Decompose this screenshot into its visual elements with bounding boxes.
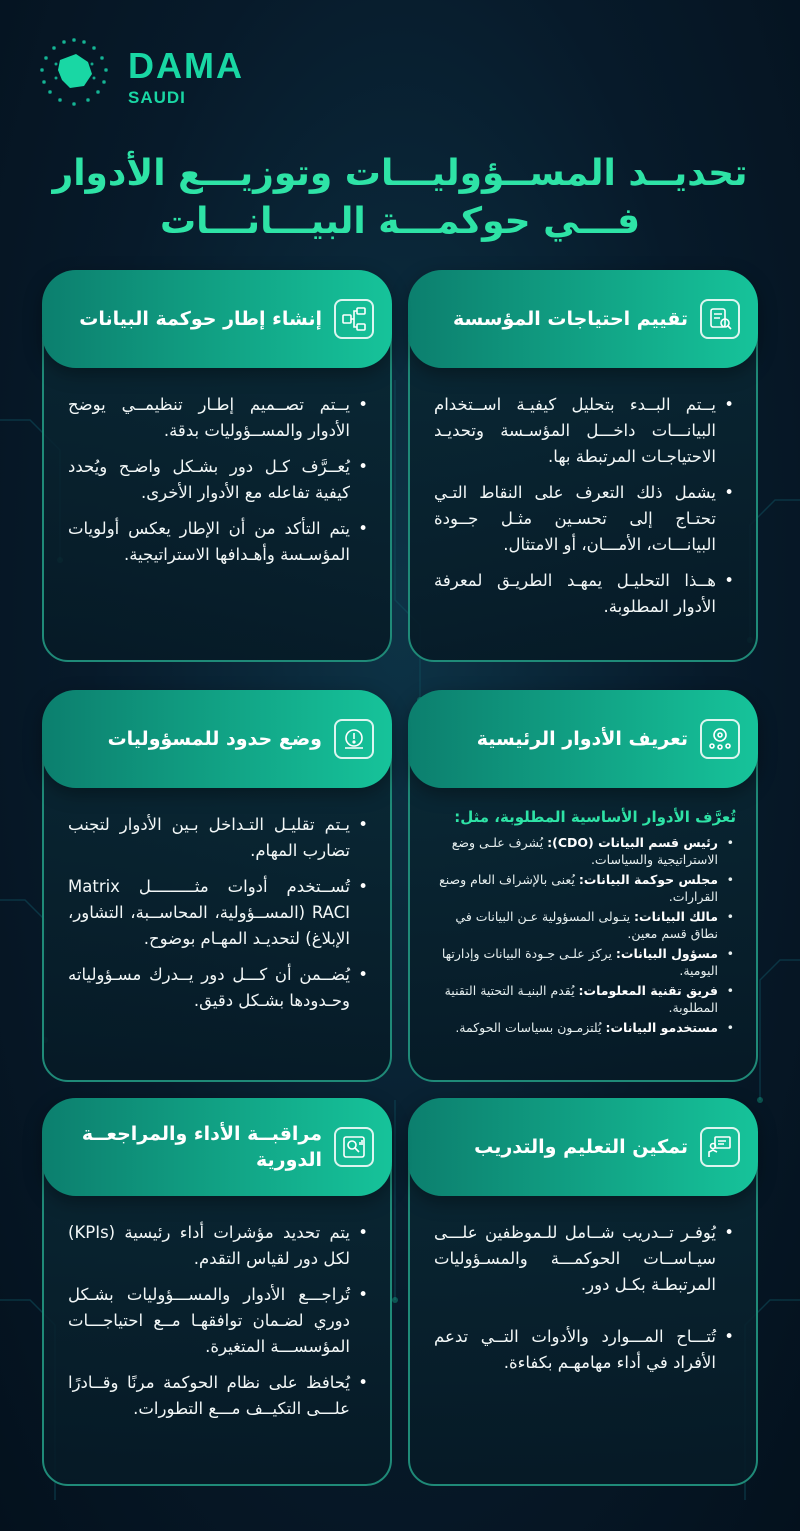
roles-intro: تُعرَّف الأدوار الأساسية المطلوبة، مثل: (454, 808, 736, 826)
role-desc: يركز علـى جـودة البيانات وإدارتها اليومية. (441, 946, 718, 978)
card-governance-framework (42, 270, 392, 662)
card-title: تعريف الأدوار الرئيسية (476, 728, 688, 750)
list-item: • يــتم تصــميم إطـار تنظيمــي يوضح الأدوار والمســؤوليات بدقة. (68, 392, 370, 444)
role-desc: يُشرف علـى وضع الاستراتيجية والسياسات. (451, 835, 718, 867)
role-name: مستخدمو البيانات: (605, 1020, 718, 1035)
card-list (68, 812, 370, 1024)
list-item: • يـتم تقليـل التـداخل بـين الأدوار لتجنب تضارب المهام. (68, 812, 370, 864)
dama-saudi-logo (36, 34, 266, 112)
card-list (68, 1220, 370, 1432)
role-desc: يتـولى المسؤولية عـن البيانات في نطاق قسم معين. (455, 909, 718, 941)
card-title: وضع حدود للمسؤوليات (107, 728, 322, 750)
list-item: • تُتـــاح المـــوارد والأدوات التــي تدعم الأفراد في أداء مهامهـم بكفاءة. (434, 1324, 736, 1376)
list-item: • يشمل ذلك التعرف على النقاط التـي تحتـاج إلى تحسـين مثـل جــودة البيانـــات، الأمـــان، أو الامتثال. (434, 480, 736, 558)
list-item: • يتم التأكد من أن الإطار يعكس أولويات المؤسـسة وأهـدافها الاستراتيجية. (68, 516, 370, 568)
card-key-roles (408, 690, 758, 1082)
list-item: • هــذا التحليـل يمهـد الطريـق لمعرفة الأدوار المطلوبة. (434, 568, 736, 620)
list-item (434, 1019, 736, 1036)
list-item: • يُعــرَّف كـل دور بشـكل واضـح ويُحدد كيفية تفاعله مع الأدوار الأخرى. (68, 454, 370, 506)
list-item: • تُســتخدم أدوات مثـــــــــل Matrix RACI (المســؤولية، المحاســبة، التشاور، الإبلاغ) لتحديـد المهـام بوضوح. (68, 874, 370, 952)
list-item (434, 871, 736, 905)
card-performance-monitoring (42, 1098, 392, 1486)
network-icon (334, 299, 374, 339)
analytics-icon (334, 1127, 374, 1167)
card-training (408, 1098, 758, 1486)
role-desc: يُقدم البنيـة التحتية التقنية المطلوبة. (444, 983, 718, 1015)
survey-icon (700, 299, 740, 339)
title-line-1: تحديــد المســؤوليـــات وتوزيـــع الأدوار (52, 153, 748, 194)
role-desc: يُلتزمـون بسياسات الحوكمة. (455, 1020, 606, 1035)
logo-subtitle: SAUDI (128, 88, 186, 107)
card-title: تمكين التعليم والتدريب (474, 1136, 688, 1158)
gear-alert-icon (334, 719, 374, 759)
card-list (68, 392, 370, 578)
role-name: رئيس قسم البيانات (CDO): (547, 835, 718, 850)
list-item: • يُحافظ على نظام الحوكمة مرنًا وقــادرًا علـــى التكيــف مـــع التطورات. (68, 1370, 370, 1422)
presentation-icon (700, 1127, 740, 1167)
roles-list (434, 834, 736, 1039)
card-header (408, 690, 758, 788)
role-name: مالك البيانات: (634, 909, 718, 924)
logo-wordmark: DAMA (128, 45, 244, 86)
list-item: • يــتم البــدء بتحليل كيفيـة اســتخدام البيانـــات داخـــل المؤسـسة وتحديـد الاحتياجـات المرتبطة بها. (434, 392, 736, 470)
role-desc: يُعنى بالإشراف العام وصنع القرارات. (439, 872, 718, 904)
card-header (42, 690, 392, 788)
card-list (434, 392, 736, 630)
list-item (434, 945, 736, 979)
list-item: • يتم تحديد مؤشرات أداء رئيسية (KPIs) لكل دور لقياس التقدم. (68, 1220, 370, 1272)
list-item: • تُراجـــع الأدوار والمســـؤوليات بشـكل دوري لضـمان توافقهـا مــع احتياجـــات المؤسســـة المتغيرة. (68, 1282, 370, 1360)
title-line-2: فـــي حوكمـــة البيـــانـــات (159, 201, 641, 242)
card-assess-needs (408, 270, 758, 662)
team-gear-icon (700, 719, 740, 759)
card-title: تقييم احتياجات المؤسسة (452, 308, 688, 330)
role-name: مجلس حوكمة البيانات: (578, 872, 718, 887)
page-title (40, 150, 760, 246)
card-responsibility-bounds (42, 690, 392, 1082)
card-list (434, 1220, 736, 1386)
list-item (434, 834, 736, 868)
card-title: إنشاء إطار حوكمة البيانات (79, 308, 322, 330)
card-title: مراقبــة الأداء والمراجعــة الدورية (81, 1123, 322, 1171)
card-header (408, 1098, 758, 1196)
list-item (434, 908, 736, 942)
role-name: فريق تقنية المعلومات: (578, 983, 718, 998)
card-header (408, 270, 758, 368)
role-name: مسؤول البيانات: (615, 946, 718, 961)
globe-map-icon (36, 34, 112, 110)
list-item: • يُوفـر تــدريب شــامل للـموظفين علـــى سيـاســات الحوكمـــة والمسـؤوليات المرتبطـة بكـل دور. (434, 1220, 736, 1298)
list-item (434, 982, 736, 1016)
card-header (42, 1098, 392, 1196)
list-item: • يُضــمن أن كـــل دور يــدرك مسـؤولياته وحـدودها بشـكل دقيق. (68, 962, 370, 1014)
card-header (42, 270, 392, 368)
